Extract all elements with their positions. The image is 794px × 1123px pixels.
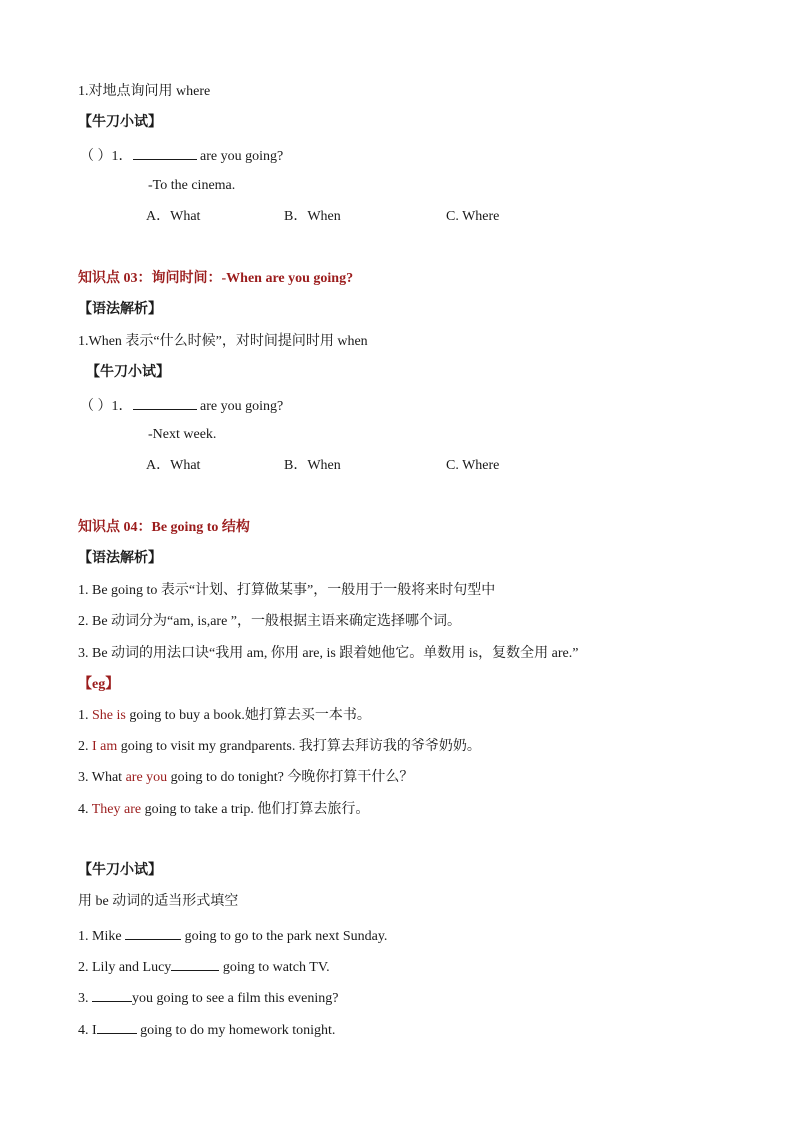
question-1 [80, 395, 283, 416]
answer-blank[interactable] [171, 956, 219, 971]
answer-hint: -Next week. [148, 427, 217, 442]
item-text: going to watch TV. [219, 960, 330, 975]
question-1 [80, 145, 283, 166]
example-highlight: are you [125, 770, 168, 785]
option-a[interactable]: A．What [146, 209, 201, 224]
example-sentence [78, 738, 481, 756]
practice-label: 【牛刀小试】 [78, 863, 162, 878]
option-c[interactable]: C. Where [446, 458, 500, 473]
option-b[interactable]: B．When [284, 209, 341, 224]
practice-label: 【牛刀小试】 [78, 115, 162, 130]
example-sentence [78, 707, 371, 725]
rule-where: 1.对地点询问用 where [78, 84, 211, 99]
answer-hint: -To the cinema. [148, 178, 236, 193]
fill-blank-item [78, 1019, 335, 1040]
grammar-rule: 3. Be 动词的用法口诀“我用 am, 你用 are, is 跟着她他它。单数用 is，复数全用 are.” [78, 646, 579, 661]
example-text: going to do tonight? 今晚你打算干什么？ [167, 770, 414, 785]
grammar-label: 【语法解析】 [78, 302, 162, 317]
example-highlight: She is [92, 708, 126, 723]
item-text: going to go to the park next Sunday. [181, 929, 388, 944]
option-b[interactable]: B．When [284, 458, 341, 473]
example-highlight: I am [92, 739, 118, 754]
grammar-rule: 1. Be going to 表示“计划、打算做某事”，一般用于一般将来时句型中 [78, 583, 496, 598]
fill-blank-item [78, 956, 330, 977]
example-text: going to take a trip. 他们打算去旅行。 [141, 802, 370, 817]
rule-when: 1.When 表示“什么时候”，对时间提问时用 when [78, 334, 368, 349]
example-number: 1. [78, 708, 92, 723]
item-prefix: 1. Mike [78, 929, 126, 944]
question-paren: （ ）1． [80, 399, 133, 414]
item-prefix: 4. I [78, 1023, 97, 1038]
item-prefix: 2. Lily and Lucy [78, 960, 172, 975]
example-number: 2. [78, 739, 92, 754]
answer-blank[interactable] [97, 1019, 137, 1034]
example-text: going to buy a book.她打算去买一本书。 [125, 708, 371, 723]
grammar-label: 【语法解析】 [78, 551, 162, 566]
item-text: you going to see a film this evening? [132, 991, 339, 1006]
exercise-instruction: 用 be 动词的适当形式填空 [78, 894, 239, 909]
eg-label: 【eg】 [78, 677, 120, 692]
question-paren: （ ）1． [80, 149, 133, 164]
example-number: 4. [78, 802, 92, 817]
practice-label: 【牛刀小试】 [86, 365, 170, 380]
example-text: going to visit my grandparents. 我打算去拜访我的爷爷奶奶。 [117, 739, 481, 754]
section-title-03: 知识点 03：询问时间：-When are you going? [78, 271, 354, 286]
option-a[interactable]: A．What [146, 458, 201, 473]
example-number: 3. What [78, 770, 126, 785]
question-text: are you going? [196, 399, 284, 414]
answer-blank[interactable] [133, 395, 197, 410]
answer-blank[interactable] [133, 145, 197, 160]
item-text: going to do my homework tonight. [136, 1023, 336, 1038]
answer-blank[interactable] [92, 987, 132, 1002]
option-c[interactable]: C. Where [446, 209, 500, 224]
grammar-rule: 2. Be 动词分为“am, is,are ”，一般根据主语来确定选择哪个词。 [78, 614, 462, 629]
fill-blank-item [78, 925, 387, 946]
example-highlight: They are [91, 802, 142, 817]
example-sentence [78, 801, 369, 819]
section-title-04: 知识点 04：Be going to 结构 [78, 520, 250, 535]
answer-blank[interactable] [125, 925, 181, 940]
example-sentence [78, 769, 413, 787]
item-prefix: 3. [78, 991, 92, 1006]
question-text: are you going? [196, 149, 284, 164]
fill-blank-item [78, 987, 338, 1008]
